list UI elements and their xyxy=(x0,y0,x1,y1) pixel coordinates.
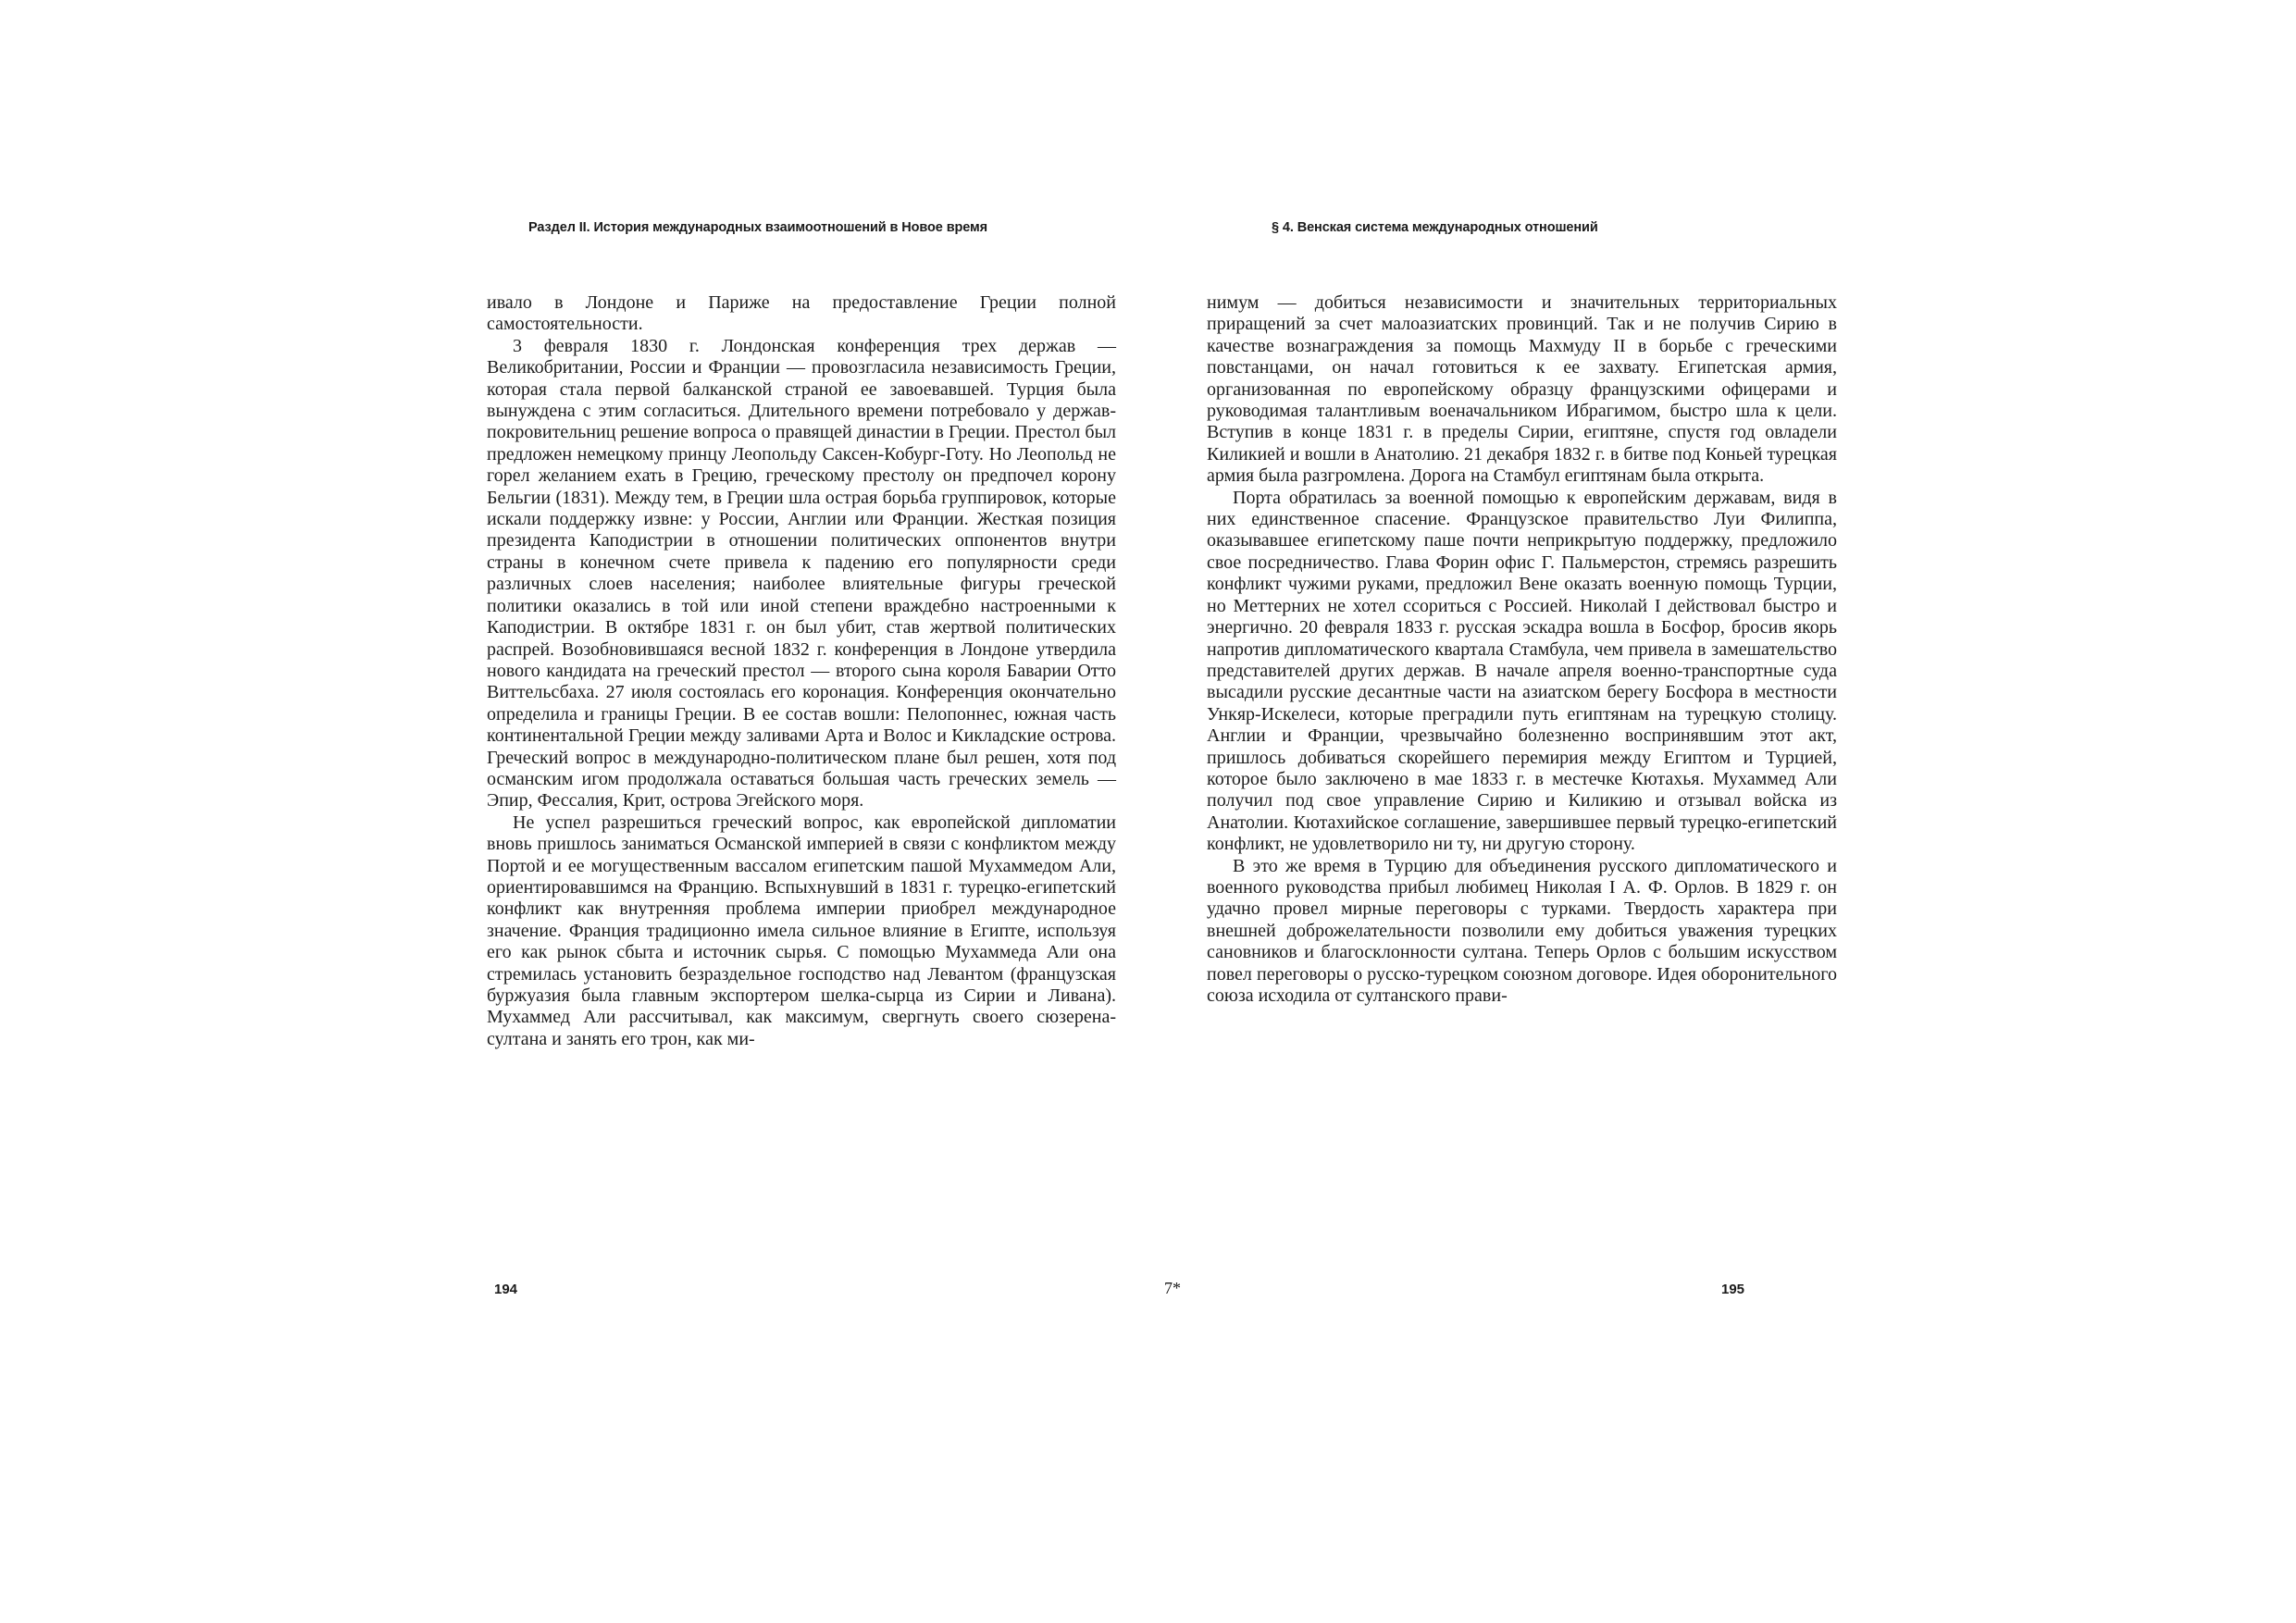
paragraph: ивало в Лондоне и Париже на предоставление Греции полной самостоятельности. xyxy=(487,292,1116,335)
paragraph: 3 февраля 1830 г. Лондонская конференция трех держав — Великобритании, России и Франции — провозгласила независимость Греции, которая стала первой балканской страной ее завоевавшей. Турция была вынуждена с этим согласиться. Длительного времени потребовало у держав-покровительниц решение вопроса о правящей династии в Греции. Престол был предложен немецкому принцу Леопольду Саксен-Кобург-Готу. Но Леопольд не горел желанием ехать в Грецию, греческому престолу он предпочел корону Бельгии (1831). Между тем, в Греции шла острая борьба группировок, которые искали поддержку извне: у России, Англии или Франции. Жесткая позиция президента Каподистрии в отношении политических оппонентов внутри страны в конечном счете привела к падению его популярности среди различных слоев населения; наиболее влиятельные фигуры греческой политики оказались в той или иной степени враждебно настроенными к Каподистрии. В октябре 1831 г. он был убит, став жертвой политических распрей. Возобновившаяся весной 1832 г. конференция в Лондоне утвердила нового кандидата на греческий престол — второго сына короля Баварии Отто Виттельсбаха. 27 июля состоялась его коронация. Конференция окончательно определила и границы Греции. В ее состав вошли: Пелопоннес, южная часть континентальной Греции между заливами Арта и Волос и Кикладские острова. Греческий вопрос в международно-политическом плане был решен, хотя под османским игом продолжала оставаться большая часть греческих земель — Эпир, Фессалия, Крит, острова Эгейского моря. xyxy=(487,335,1116,812)
left-page-text xyxy=(487,292,1116,1050)
paragraph: нимум — добиться независимости и значительных территориальных приращений за счет малоазиатских провинций. Так и не получив Сирию в качестве вознаграждения за помощь Махмуду II в борьбе с греческими повстанцами, он начал готовиться к ее захвату. Египетская армия, организованная по европейскому образцу французскими офицерами и руководимая талантливым военачальником Ибрагимом, быстро шла к цели. Вступив в конце 1831 г. в пределы Сирии, египтяне, спустя год овладели Киликией и вошли в Анатолию. 21 декабря 1832 г. в битве под Коньей турецкая армия была разгромлена. Дорога на Стамбул египтянам была открыта. xyxy=(1207,292,1837,487)
right-running-header: § 4. Венская система международных отношений xyxy=(1272,220,1598,235)
right-page-text xyxy=(1207,292,1837,1007)
right-page-number: 195 xyxy=(1721,1282,1745,1297)
paragraph: Порта обратилась за военной помощью к европейским державам, видя в них единственное спасение. Французское правительство Луи Филиппа, оказывавшее египетскому паше почти неприкрытую поддержку, предложило свое посредничество. Глава Форин офис Г. Пальмерстон, стремясь разрешить конфликт чужими руками, предложил Вене оказать военную помощь Турции, но Меттерних не хотел ссориться с Россией. Николай I действовал быстро и энергично. 20 февраля 1833 г. русская эскадра вошла в Босфор, бросив якорь напротив дипломатического квартала Стамбула, чем привела в замешательство представителей других держав. В начале апреля военно-транспортные суда высадили русские десантные части на азиатском берегу Босфора в местности Ункяр-Искелеси, которые преградили путь египтянам на турецкую столицу. Англии и Франции, чрезвычайно болезненно воспринявшим этот акт, пришлось добиваться скорейшего перемирия между Египтом и Турцией, которое было заключено в мае 1833 г. в местечке Кютахья. Мухаммед Али получил под свое управление Сирию и Киликию и отзывал войска из Анатолии. Кютахийское соглашение, завершившее первый турецко-египетский конфликт, не удовлетворило ни ту, ни другую сторону. xyxy=(1207,487,1837,855)
paragraph: Не успел разрешиться греческий вопрос, как европейской дипломатии вновь пришлось заниматься Османской империей в связи с конфликтом между Портой и ее могущественным вассалом египетским пашой Мухаммедом Али, ориентировавшимся на Францию. Вспыхнувший в 1831 г. турецко-египетский конфликт как внутренняя проблема империи приобрел международное значение. Франция традиционно имела сильное влияние в Египте, используя его как рынок сбыта и источник сырья. С помощью Мухаммеда Али она стремилась установить безраздельное господство над Левантом (французская буржуазия была главным экспортером шелка-сырца из Сирии и Ливана). Мухаммед Али рассчитывал, как максимум, свергнуть своего сюзерена-султана и занять его трон, как ми- xyxy=(487,812,1116,1049)
paragraph: В это же время в Турцию для объединения русского дипломатического и военного руководства прибыл любимец Николая I А. Ф. Орлов. В 1829 г. он удачно провел мирные переговоры с турками. Твердость характера при внешней доброжелательности позволили ему добиться уважения турецких сановников и благосклонности султана. Теперь Орлов с большим искусством повел переговоры о русско-турецком союзном договоре. Идея оборонительного союза исходила от султанского прави- xyxy=(1207,855,1837,1006)
signature-mark: 7* xyxy=(1164,1279,1181,1297)
left-page-number: 194 xyxy=(494,1282,518,1297)
left-running-header: Раздел II. История международных взаимоотношений в Новое время xyxy=(528,220,988,235)
